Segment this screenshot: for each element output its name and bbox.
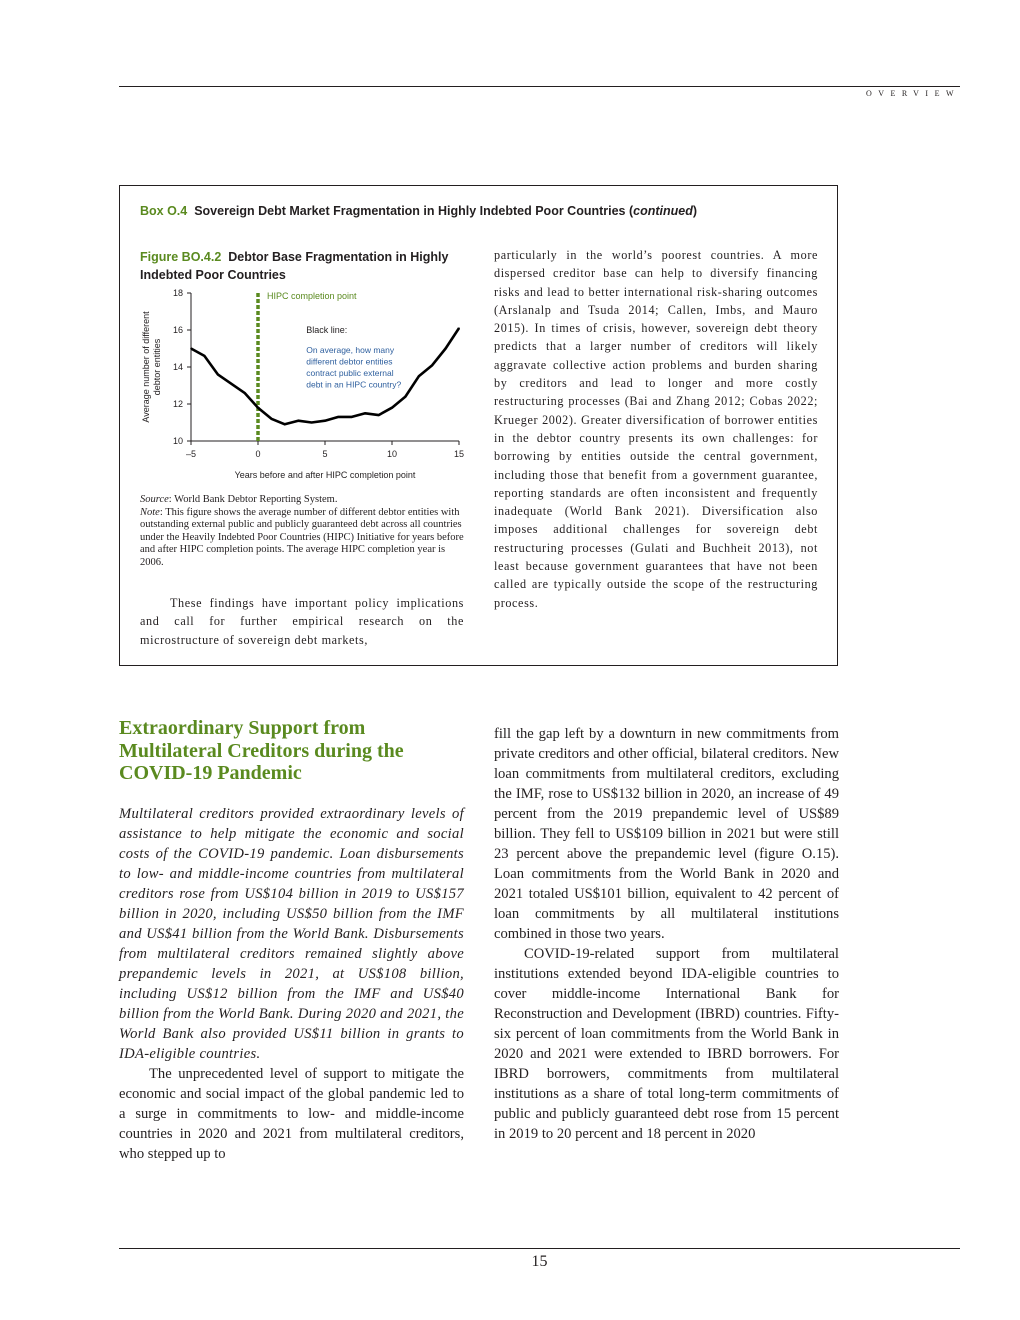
y-axis-label-line2: debtor entities — [152, 338, 162, 396]
series-point — [431, 364, 433, 366]
source-label: Source — [140, 494, 169, 505]
figure-note-body — [140, 507, 465, 570]
figure-title — [140, 248, 460, 284]
box-label: Box O.4 — [140, 204, 188, 218]
box-title-text: Sovereign Debt Market Fragmentation in Highly Indebted Poor Countries ( — [194, 204, 634, 218]
series-point — [297, 420, 299, 422]
figure-title-text: Debtor Base Fragmentation in Highly Indebted Poor Countries — [140, 250, 449, 282]
series-point — [204, 355, 206, 357]
x-tick-label: –5 — [185, 449, 197, 459]
series-point — [271, 418, 273, 420]
annotation-line: On average, how many — [306, 345, 395, 355]
left-column — [119, 804, 464, 1164]
running-header: OVERVIEW — [865, 89, 960, 98]
source-text: : World Bank Debtor Reporting System. — [168, 494, 338, 505]
debtor-fragmentation-chart — [135, 284, 470, 484]
x-tick-label: 0 — [255, 449, 261, 459]
annotation-line: different debtor entities — [306, 356, 393, 367]
y-tick-label: 10 — [172, 436, 183, 446]
x-tick-label: 15 — [453, 449, 465, 459]
right-column — [494, 724, 839, 1144]
series-point — [217, 374, 219, 376]
series-point — [405, 396, 407, 398]
hipc-completion-label: HIPC completion point — [267, 291, 357, 301]
figure-source — [140, 494, 465, 507]
x-tick-label: 10 — [386, 449, 398, 459]
figure-label: Figure BO.4.2 — [140, 250, 222, 264]
section-heading: Extraordinary Support from Multilateral Creditors during the COVID-19 Pandemic — [119, 717, 404, 784]
footer-rule — [119, 1248, 960, 1249]
header-rule — [119, 86, 960, 87]
figure-note — [140, 494, 465, 569]
section-right-paragraph-1: fill the gap left by a downturn in new commitments from private creditors and other official, bilateral creditors. New loan commitments from multilateral creditors, excluding the IMF, rose to US$132 billion in 2020, an increase of 49 percent from the 2019 prepandemic level of US$89 billion. They fell to US$109 billion in 2021 but were still 23 percent above the prepandemic level (figure O.15). Loan commitments from the World Bank in 2020 and 2021 totaled US$101 billion, equivalent to 42 percent of loan commitments by all multilateral institutions combined in those two years. — [494, 726, 839, 942]
annotation-title: Black line: — [306, 325, 348, 335]
series-point — [445, 348, 447, 350]
series-point — [244, 392, 246, 394]
x-tick-label: 5 — [322, 449, 328, 459]
series-point — [351, 416, 353, 418]
y-tick-label: 14 — [172, 362, 183, 372]
box-title-end: ) — [692, 204, 698, 218]
note-text: : This figure shows the average number of different debtor entities with outstanding external public and publicly guaranteed debt across all countries under the Heavily Indebted Poor Countries (HIPC) Initiative for years before and after HIPC completion points. The average HIPC completion year is 2006. — [140, 506, 464, 568]
series-point — [324, 420, 326, 422]
series-point — [418, 375, 420, 377]
series-point — [230, 383, 232, 385]
series-point — [190, 348, 192, 350]
series-point — [257, 407, 259, 409]
y-tick-label: 12 — [172, 399, 183, 409]
series-point — [364, 412, 366, 414]
y-axis-label: Average number of different — [141, 311, 151, 423]
note-label: Note — [140, 506, 160, 518]
section-summary: Multilateral creditors provided extraordinary levels of assistance to help mitigate the economic and social costs of the COVID-19 pandemic. Loan disbursements to low- and middle-income countries from multilateral creditors rose from US$104 billion in 2019 to US$157 billion in 2020, including US$50 billion from the IMF and US$41 billion from the World Bank. Disbursements from multilateral creditors remained slightly above prepandemic levels in 2021, at US$108 billion, including US$12 billion from the IMF and US$40 billion from the World Bank. During 2020 and 2021, the World Bank also provided US$11 billion in grants to IDA-eligible countries. — [119, 806, 464, 1062]
box-right-paragraph: particularly in the world’s poorest countries. A more dispersed creditor base can help to diversify financing risks and lead to better international risk-sharing outcomes (Arslanalp and Tsuda 2014; Callen, Imbs, and Mauro 2015). In times of crisis, however, sovereign debt theory predicts that a larger number of creditors will likely aggravate collective action problems and burden sharing by creditors and lead to longer and more costly restructuring processes (Bai and Zhang 2012; Cobas 2022; Krueger 2002). Greater diversification of borrower entities in the debtor country presents its own challenges: for borrowing by entities outside the central government, including those that benefit from a government guarantee, reporting standards are often inconsistent and frequently inadequate (World Bank 2021). Diversification also imposes additional challenges for sovereign debt restructuring processes (Gulati and Buchheit 2013), not least because government guarantees that have not been called are typically outside the scope of the restructuring process. — [494, 248, 818, 610]
series-point — [311, 422, 313, 424]
x-axis-label: Years before and after HIPC completion point — [234, 470, 416, 480]
y-tick-label: 18 — [172, 288, 183, 298]
annotation-line: debt in an HIPC country? — [306, 379, 402, 390]
box-left-paragraph: These findings have important policy implications and call for further empirical research on the microstructure of sovereign debt markets, — [140, 596, 464, 647]
series-point — [284, 424, 286, 426]
box-title-emphasis: continued — [633, 204, 693, 218]
series-point — [338, 416, 340, 418]
series-point — [458, 327, 460, 329]
page-number: 15 — [531, 1253, 548, 1270]
section-left-paragraph: The unprecedented level of support to mitigate the economic and social impact of the global pandemic led to a surge in commitments to low- and middle-income countries in 2020 and 2021 from multilateral creditors, who stepped up to — [119, 1066, 464, 1162]
section-right-paragraph-2: COVID-19-related support from multilateral institutions extended beyond IDA-eligible countries to cover middle-income International Bank for Reconstruction and Development (IBRD) countries. Fifty-six percent of loan commitments from the World Bank in 2020 and 2021 were extended to IBRD borrowers. For IBRD borrowers, commitments from multilateral institutions as a share of total long-term commitments of public and publicly guaranteed debt rose from 15 percent in 2019 to 20 percent and 18 percent in 2020 — [494, 946, 839, 1142]
series-point — [391, 407, 393, 409]
box-title — [140, 204, 697, 218]
annotation-line: contract public external — [306, 368, 394, 378]
y-tick-label: 16 — [172, 325, 183, 335]
series-point — [378, 414, 380, 416]
